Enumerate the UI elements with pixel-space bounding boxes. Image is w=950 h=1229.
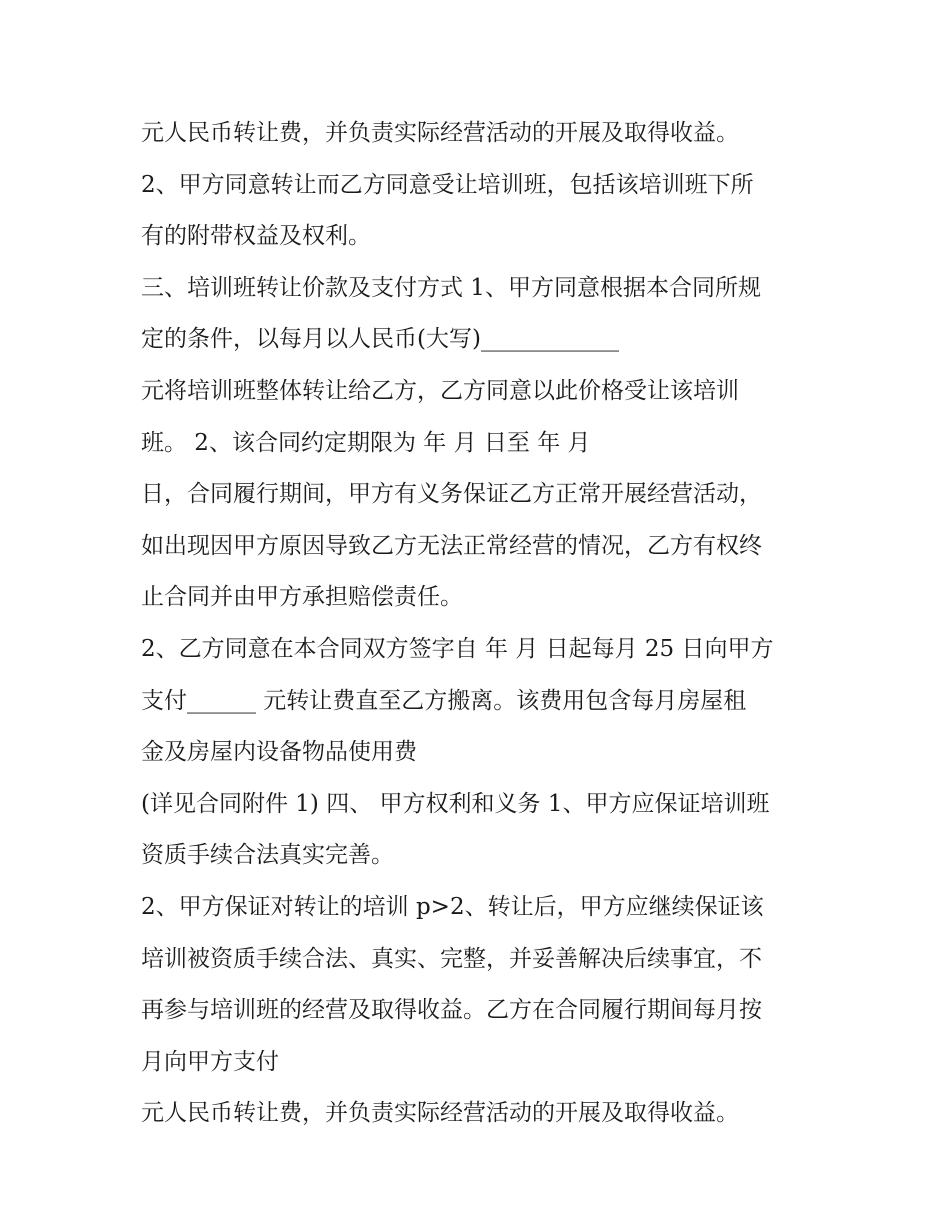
document-body xyxy=(141,108,831,1140)
text-line: 2、甲方保证对转让的培训 p>2、转让后，甲方应继续保证该 xyxy=(141,893,764,920)
text-line: 元人民币转让费，并负责实际经营活动的开展及取得收益。 xyxy=(141,120,739,146)
text-line: 班。 2、该合同约定期限为 年 月 日至 年 月 xyxy=(141,429,591,456)
text-line: 支付______ 元转让费直至乙方搬离。该费用包含每月房屋租 xyxy=(141,687,747,714)
text-line: 三、培训班转让价款及支付方式 1、甲方同意根据本合同所规 xyxy=(141,274,761,301)
text-line: 止合同并由甲方承担赔偿责任。 xyxy=(141,584,463,611)
text-line: 日，合同履行期间，甲方有义务保证乙方正常开展经营活动， xyxy=(141,481,762,508)
text-line: 月向甲方支付 xyxy=(141,1048,279,1075)
text-line: 元人民币转让费，并负责实际经营活动的开展及取得收益。 xyxy=(141,1100,739,1127)
text-line: 再参与培训班的经营及取得收益。乙方在合同履行期间每月按 xyxy=(141,997,762,1024)
text-line: 资质手续合法真实完善。 xyxy=(141,842,394,869)
text-line: 如出现因甲方原因导致乙方无法正常经营的情况，乙方有权终 xyxy=(141,532,762,559)
text-line: 定的条件，以每月以人民币(大写)____________ xyxy=(141,326,619,353)
text-line: 元将培训班整体转让给乙方，乙方同意以此价格受让该培训 xyxy=(141,377,739,404)
text-line: 2、甲方同意转让而乙方同意受让培训班，包括该培训班下所 xyxy=(141,171,754,198)
text-line: 2、乙方同意在本合同双方签字自 年 月 日起每月 25 日向甲方 xyxy=(141,635,774,662)
text-line: 金及房屋内设备物品使用费 xyxy=(141,739,417,766)
text-line: 有的附带权益及权利。 xyxy=(141,223,371,250)
text-line: 培训被资质手续合法、真实、完整，并妥善解决后续事宜，不 xyxy=(141,945,762,972)
text-line: (详见合同附件 1) 四、 甲方权利和义务 1、甲方应保证培训班 xyxy=(141,790,770,817)
